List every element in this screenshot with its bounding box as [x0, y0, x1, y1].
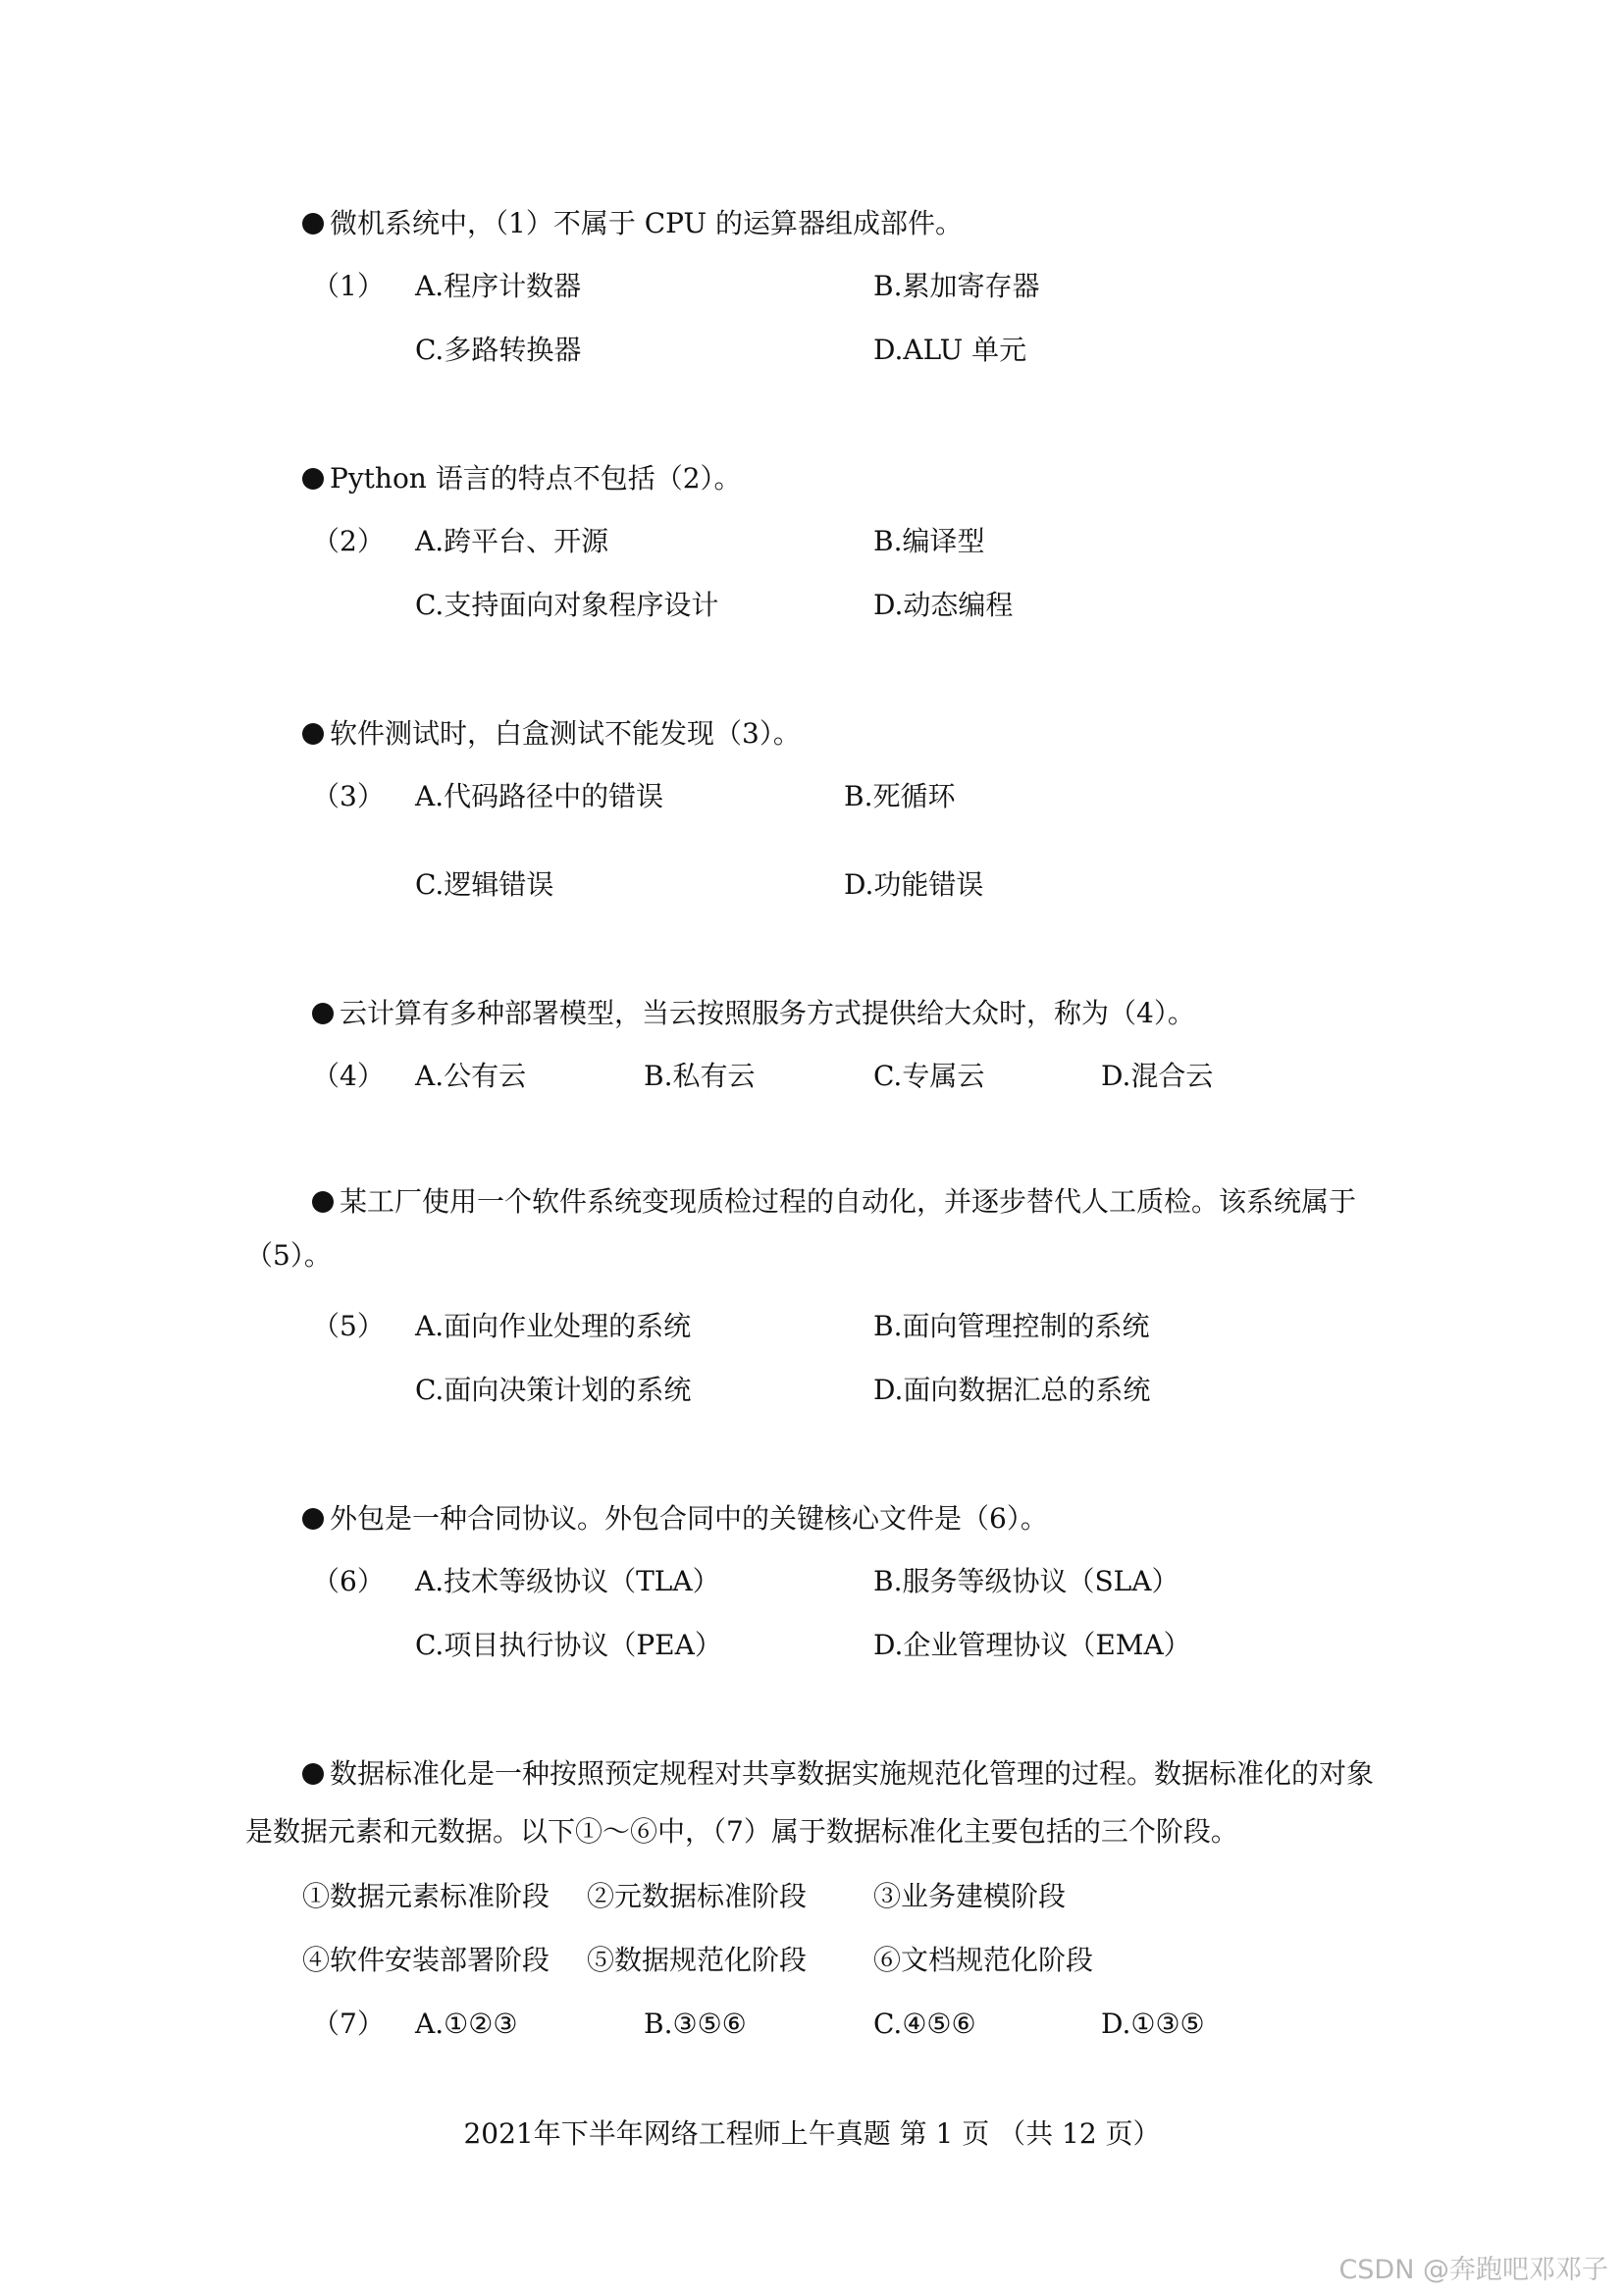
watermark: CSDN @奔跑吧邓邓子	[1338, 2255, 1608, 2285]
question-6-stem	[302, 1501, 1048, 1537]
question-7-stem-line-1	[302, 1756, 1374, 1792]
question-5-option-d: D.面向数据汇总的系统	[873, 1374, 1151, 1406]
question-4-option-b: B.私有云	[644, 1060, 756, 1092]
question-7-item-2: ②元数据标准阶段	[587, 1880, 808, 1912]
question-7-item-4: ④软件安装部署阶段	[302, 1944, 550, 1976]
bullet-icon	[302, 1508, 324, 1530]
question-7-option-c: C.④⑤⑥	[873, 2008, 976, 2040]
question-3-option-c: C.逻辑错误	[415, 868, 554, 901]
question-2-text: Python 语言的特点不包括（2）。	[330, 462, 742, 495]
question-3-option-d: D.功能错误	[844, 868, 984, 901]
question-2-option-d: D.动态编程	[873, 589, 1014, 621]
question-1-text: 微机系统中，（1）不属于 CPU 的运算器组成部件。	[330, 207, 963, 239]
question-7-item-1: ①数据元素标准阶段	[302, 1880, 550, 1912]
question-4-option-c: C.专属云	[873, 1060, 985, 1092]
question-6-option-d: D.企业管理协议（EMA）	[873, 1629, 1191, 1661]
question-3-text: 软件测试时，白盒测试不能发现（3）。	[330, 717, 801, 750]
question-2-option-c: C.支持面向对象程序设计	[415, 589, 719, 621]
question-5-text-1: 某工厂使用一个软件系统变现质检过程的自动化，并逐步替代人工质检。该系统属于	[340, 1185, 1357, 1218]
question-3-option-b: B.死循环	[844, 780, 956, 812]
question-5-option-c: C.面向决策计划的系统	[415, 1374, 692, 1406]
question-4-option-d: D.混合云	[1101, 1060, 1214, 1092]
question-5-option-a: A.面向作业处理的系统	[415, 1310, 692, 1342]
question-1-option-c: C.多路转换器	[415, 334, 582, 366]
question-3-number: （3）	[312, 780, 385, 812]
question-2-option-a: A.跨平台、开源	[415, 525, 609, 557]
question-7-option-b: B.③⑤⑥	[644, 2008, 747, 2040]
question-6-text: 外包是一种合同协议。外包合同中的关键核心文件是（6）。	[330, 1502, 1048, 1535]
question-6-option-b: B.服务等级协议（SLA）	[873, 1565, 1179, 1597]
question-5-stem-line-1	[312, 1184, 1356, 1220]
bullet-icon	[312, 1191, 334, 1213]
bullet-icon	[302, 1763, 324, 1785]
question-7-item-6: ⑥文档规范化阶段	[873, 1944, 1094, 1976]
question-4-stem	[312, 996, 1195, 1031]
question-7-number: （7）	[312, 2008, 385, 2040]
question-1-stem	[302, 206, 963, 241]
question-7-option-a: A.①②③	[415, 2008, 518, 2040]
question-2-number: （2）	[312, 525, 385, 557]
question-4-text: 云计算有多种部署模型，当云按照服务方式提供给大众时，称为（4）。	[340, 997, 1195, 1029]
question-5-number: （5）	[312, 1310, 385, 1342]
question-3-stem	[302, 716, 801, 752]
question-6-number: （6）	[312, 1565, 385, 1597]
question-1-option-a: A.程序计数器	[415, 270, 582, 302]
question-2-option-b: B.编译型	[873, 525, 985, 557]
question-5-option-b: B.面向管理控制的系统	[873, 1310, 1150, 1342]
question-7-stem-line-2: 是数据元素和元数据。以下①～⑥中，（7）属于数据标准化主要包括的三个阶段。	[245, 1815, 1238, 1848]
question-3-option-a: A.代码路径中的错误	[415, 780, 664, 812]
question-4-number: （4）	[312, 1060, 385, 1092]
question-7-item-5: ⑤数据规范化阶段	[587, 1944, 808, 1976]
question-6-option-c: C.项目执行协议（PEA）	[415, 1629, 722, 1661]
question-7-item-3: ③业务建模阶段	[873, 1880, 1067, 1912]
question-1-number: （1）	[312, 270, 385, 302]
question-1-option-d: D.ALU 单元	[873, 334, 1027, 366]
bullet-icon	[302, 723, 324, 745]
question-2-stem	[302, 461, 742, 496]
question-6-option-a: A.技术等级协议（TLA）	[415, 1565, 720, 1597]
page-footer: 2021年下半年网络工程师上午真题 第 1 页 （共 12 页）	[463, 2117, 1161, 2150]
question-7-text-1: 数据标准化是一种按照预定规程对共享数据实施规范化管理的过程。数据标准化的对象	[330, 1757, 1375, 1790]
question-1-option-b: B.累加寄存器	[873, 270, 1040, 302]
question-5-stem-line-2: （5）。	[245, 1239, 332, 1272]
bullet-icon	[312, 1003, 334, 1024]
question-4-option-a: A.公有云	[415, 1060, 527, 1092]
question-7-option-d: D.①③⑤	[1101, 2008, 1205, 2040]
bullet-icon	[302, 468, 324, 490]
bullet-icon	[302, 213, 324, 235]
